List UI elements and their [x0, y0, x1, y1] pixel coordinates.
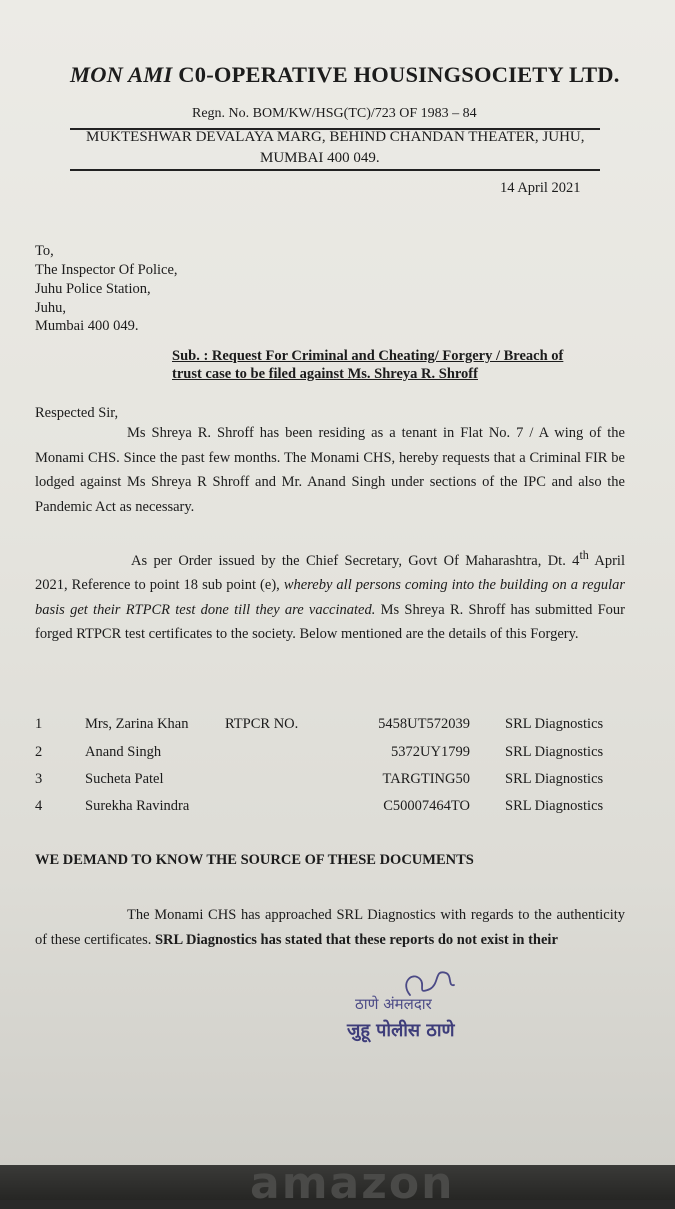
- recipient-line: The Inspector Of Police,: [35, 262, 178, 278]
- table-row: [35, 798, 635, 820]
- paragraph-2-part1: As per Order issued by the Chief Secretary, Govt Of Maharashtra, Dt. 4: [131, 552, 580, 569]
- paragraph-1-text: Ms Shreya R. Shroff has been residing as a tenant in Flat No. 7 / A wing of the Monami CHS. Since the past few months. The Monami CHS, hereby requests that a Criminal FIR be lodged against Ms Shreya R Shroff and Mr. Anand Singh under sections of the IPC and also the Pandemic Act as necessary.: [35, 425, 625, 515]
- paragraph-3: [35, 903, 625, 952]
- paragraph-2-italic: whereby all persons coming into the building on a regular basis get their RTPCR test done till they are vaccinated.: [35, 577, 626, 618]
- row-rtpcr-code: 5458UT572039: [378, 716, 470, 732]
- registration-number: Regn. No. BOM/KW/HSG(TC)/723 OF 1983 – 84: [192, 106, 477, 121]
- paragraph-3-bold: SRL Diagnostics has stated that these reports do not exist in their: [154, 931, 558, 948]
- row-name: Surekha Ravindra: [85, 798, 190, 814]
- subject-line-1: Sub. : Request For Criminal and Cheating/ Forgery / Breach of: [172, 348, 564, 364]
- letterhead-title-rest: C0-OPERATIVE HOUSINGSOCIETY LTD.: [172, 62, 620, 87]
- subject-line-2: trust case to be filed against Ms. Shreya R. Shroff: [172, 366, 478, 382]
- stamp-line-1: ठाणे अंमलदार: [355, 995, 432, 1013]
- recipient-line: Mumbai 400 049.: [35, 318, 139, 334]
- row-name: Mrs, Zarina Khan: [85, 716, 189, 732]
- row-lab: SRL Diagnostics: [505, 771, 604, 787]
- rtpcr-label: RTPCR NO.: [225, 716, 299, 732]
- letter-date: 14 April 2021: [500, 180, 581, 196]
- address-line-2: MUMBAI 400 049.: [260, 150, 380, 166]
- paragraph-2: [35, 543, 625, 647]
- header-rule-bottom: [70, 169, 600, 171]
- paragraph-2-part3: Ms Shreya R. Shroff has submitted Four forged RTPCR test certificates to the society. Below mentioned are the details of this Forgery.: [35, 601, 625, 643]
- row-name: Sucheta Patel: [85, 771, 164, 787]
- paragraph-3-text: The Monami CHS has approached SRL Diagnostics with regards to the authenticity of these certificates.: [35, 907, 625, 948]
- row-number: 2: [35, 744, 43, 760]
- background-watermark: amazon: [250, 1158, 455, 1209]
- row-name: Anand Singh: [85, 744, 162, 760]
- row-rtpcr-code: 5372UY1799: [391, 744, 470, 760]
- row-lab: SRL Diagnostics: [505, 744, 604, 760]
- paragraph-2-part2: April 2021, Reference to point 18 sub point (e),: [35, 552, 625, 594]
- paragraph-2-superscript: th: [579, 548, 589, 562]
- row-lab: SRL Diagnostics: [505, 716, 604, 732]
- address-line-1: MUKTESHWAR DEVALAYA MARG, BEHIND CHANDAN THEATER, JUHU,: [86, 129, 585, 145]
- stamp-line-2: जुहू पोलीस ठाणे: [347, 1020, 455, 1041]
- recipient-line: To,: [35, 243, 54, 259]
- row-number: 1: [35, 716, 43, 732]
- paragraph-1: [35, 421, 625, 519]
- row-rtpcr-code: C50007464TO: [383, 798, 470, 814]
- row-lab: SRL Diagnostics: [505, 798, 604, 814]
- letterhead-title-name: MON AMI: [70, 62, 173, 87]
- table-row: [35, 771, 635, 793]
- recipient-line: Juhu,: [35, 300, 67, 316]
- table-row: [35, 744, 635, 766]
- row-number: 4: [35, 798, 43, 814]
- demand-heading: WE DEMAND TO KNOW THE SOURCE OF THESE DOCUMENTS: [35, 852, 474, 868]
- salutation: Respected Sir,: [35, 405, 119, 421]
- table-row: [35, 716, 635, 738]
- recipient-line: Juhu Police Station,: [35, 281, 151, 297]
- row-rtpcr-code: TARGTING50: [382, 771, 470, 787]
- letterhead-title: [70, 62, 620, 88]
- row-number: 3: [35, 771, 43, 787]
